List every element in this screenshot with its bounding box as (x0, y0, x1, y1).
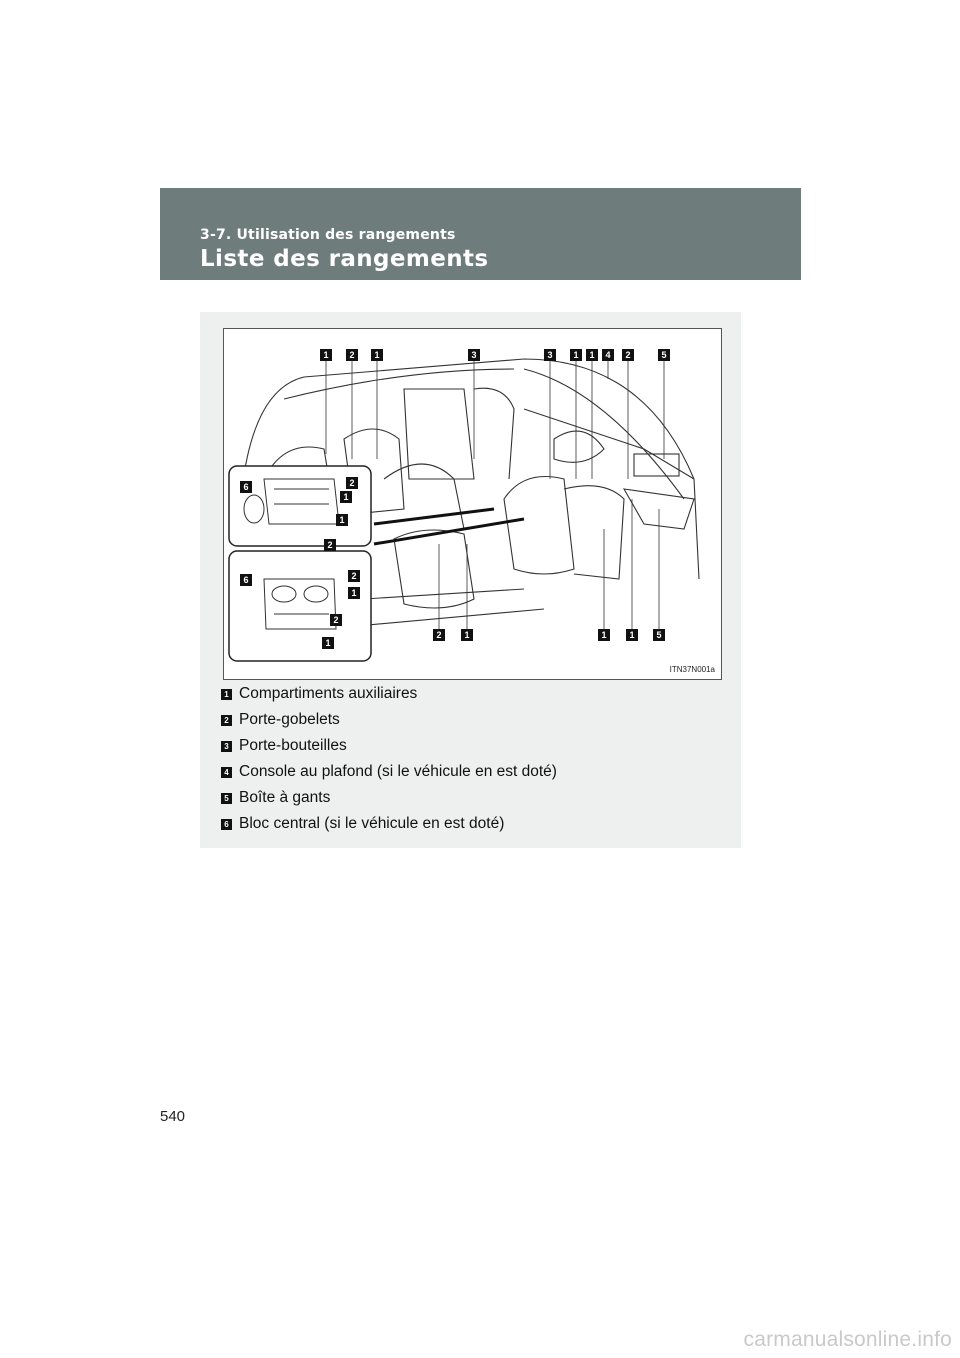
callout-badge (622, 349, 634, 361)
svg-text:2: 2 (351, 571, 357, 581)
svg-text:2: 2 (436, 630, 442, 640)
svg-text:1: 1 (323, 350, 329, 360)
interior-drawing (224, 329, 721, 679)
number-badge: 4 (221, 767, 232, 778)
callout-badge (348, 570, 360, 582)
svg-text:1: 1 (589, 350, 595, 360)
svg-text:2: 2 (625, 350, 631, 360)
legend-label: Bloc central (si le véhicule en est doté) (239, 815, 505, 832)
svg-text:1: 1 (339, 515, 345, 525)
legend-list (221, 681, 557, 837)
list-item (221, 811, 557, 837)
figure-code: ITN37N001a (669, 665, 715, 674)
svg-text:2: 2 (349, 478, 355, 488)
svg-text:1: 1 (464, 630, 470, 640)
list-item (221, 707, 557, 733)
page-number: 540 (160, 1108, 186, 1125)
callout-badge (586, 349, 598, 361)
callout-badge (346, 349, 358, 361)
svg-text:1: 1 (374, 350, 380, 360)
svg-text:2: 2 (327, 540, 333, 550)
number-badge: 6 (221, 819, 232, 830)
list-item (221, 733, 557, 759)
callout-badge (433, 629, 445, 641)
number-badge: 1 (221, 689, 232, 700)
callout-badge (330, 614, 342, 626)
number-badge: 3 (221, 741, 232, 752)
section-label: 3-7. Utilisation des rangements (200, 227, 456, 243)
svg-text:2: 2 (333, 615, 339, 625)
callout-badge (468, 349, 480, 361)
callout-badge (336, 514, 348, 526)
callout-badge (544, 349, 556, 361)
callout-badge (598, 629, 610, 641)
legend-label: Compartiments auxiliaires (239, 685, 418, 702)
svg-text:1: 1 (343, 492, 349, 502)
list-item (221, 759, 557, 785)
svg-text:6: 6 (243, 482, 249, 492)
list-item (221, 785, 557, 811)
callout-badge (348, 587, 360, 599)
callout-badge (602, 349, 614, 361)
list-item (221, 681, 557, 707)
callout-badge (322, 637, 334, 649)
inset-center-block-lower (229, 551, 371, 661)
callout-badge (626, 629, 638, 641)
callout-badge (653, 629, 665, 641)
svg-text:5: 5 (656, 630, 662, 640)
vehicle-interior-illustration (223, 328, 722, 680)
svg-text:1: 1 (325, 638, 331, 648)
svg-text:6: 6 (243, 575, 249, 585)
callout-badge (346, 477, 358, 489)
svg-text:1: 1 (573, 350, 579, 360)
callout-badge (340, 491, 352, 503)
number-badge: 5 (221, 793, 232, 804)
svg-text:4: 4 (605, 350, 611, 360)
callout-badge (320, 349, 332, 361)
callout-badge (371, 349, 383, 361)
callout-badge (324, 539, 336, 551)
legend-label: Console au plafond (si le véhicule en est doté) (239, 763, 557, 780)
svg-text:1: 1 (351, 588, 357, 598)
section-header (160, 188, 801, 280)
svg-text:5: 5 (661, 350, 667, 360)
svg-text:2: 2 (349, 350, 355, 360)
svg-text:3: 3 (547, 350, 553, 360)
callout-badge (658, 349, 670, 361)
page-title: Liste des rangements (200, 246, 489, 272)
callout-badge (240, 481, 252, 493)
callout-badge (570, 349, 582, 361)
callout-badge (240, 574, 252, 586)
legend-label: Porte-bouteilles (239, 737, 347, 754)
legend-label: Boîte à gants (239, 789, 331, 806)
legend-label: Porte-gobelets (239, 711, 340, 728)
svg-text:1: 1 (629, 630, 635, 640)
callout-badge (461, 629, 473, 641)
watermark: carmanualsonline.info (743, 1328, 952, 1351)
number-badge: 2 (221, 715, 232, 726)
svg-text:1: 1 (601, 630, 607, 640)
svg-text:3: 3 (471, 350, 477, 360)
